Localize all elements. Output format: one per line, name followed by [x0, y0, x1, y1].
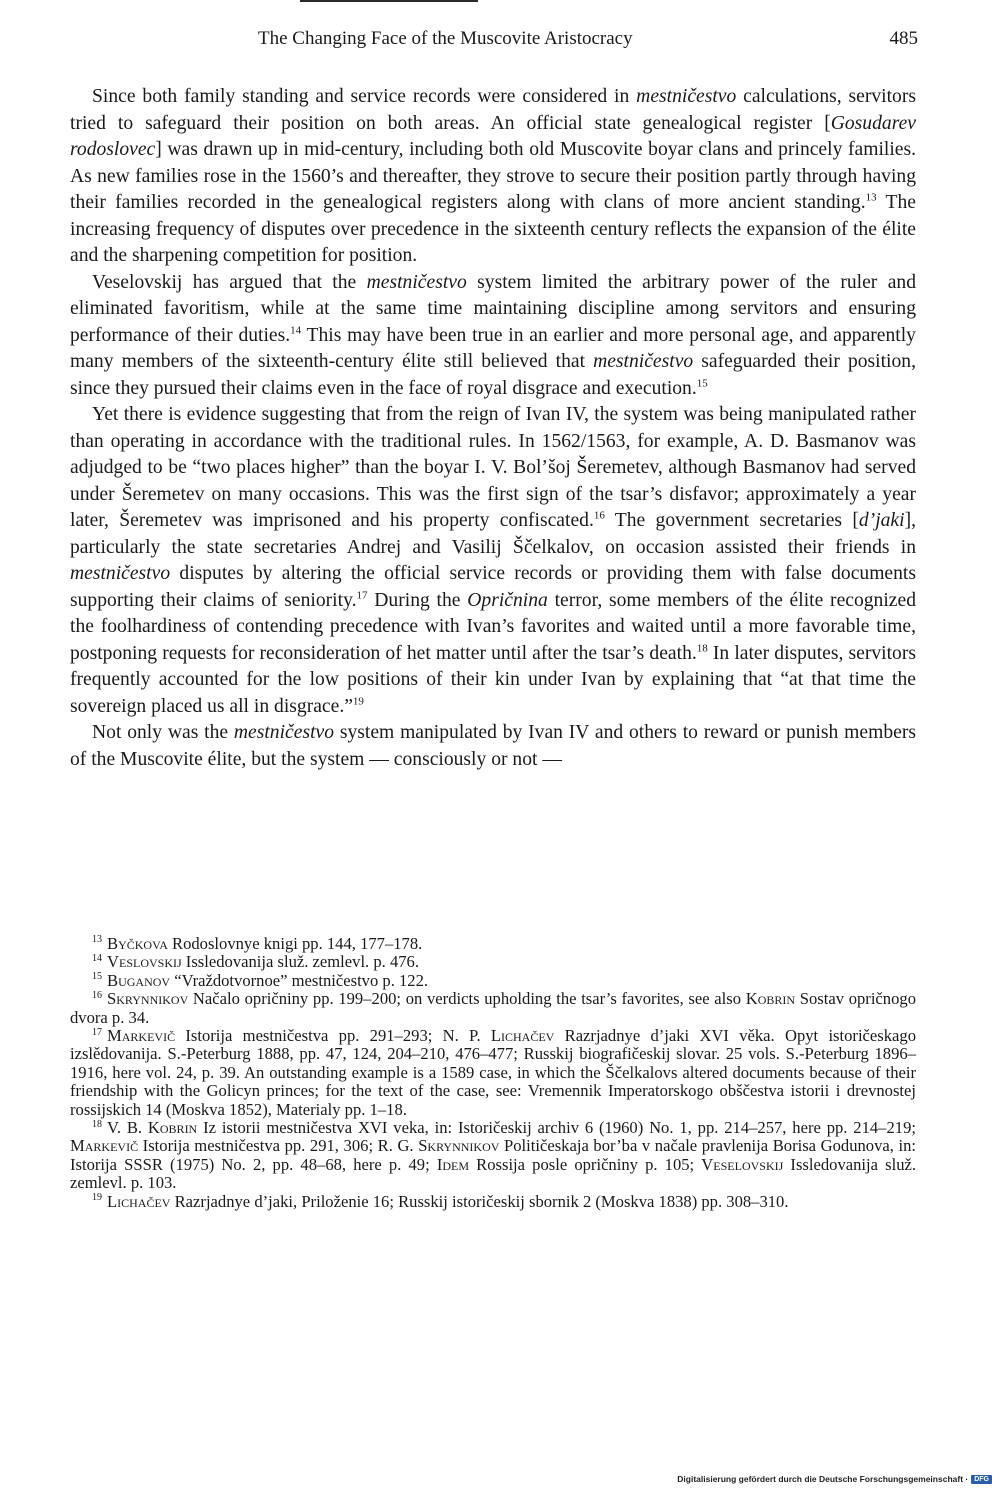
text-run: Since both family standing and service records were considered in	[92, 86, 637, 107]
italic-term: mestničestvo	[366, 271, 467, 293]
footnote-ref: 17	[356, 588, 368, 601]
italic-term: Gosudarev rodoslovec	[70, 112, 916, 160]
italic-term: mestničestvo	[593, 351, 694, 372]
author-name: Skrynnikov	[107, 989, 189, 1009]
text-run: Rodoslovnye knigi pp. 144, 177–178.	[167, 934, 423, 953]
footnote-number: 18	[92, 1118, 102, 1130]
credit-text: Digitalisierung gefördert durch die Deutsche Forschungsgemeinschaft ·	[677, 1474, 969, 1484]
text-run: V. B.	[107, 1118, 148, 1138]
footnote-number: 16	[92, 989, 102, 1001]
running-title: The Changing Face of the Muscovite Aristocracy	[258, 28, 633, 49]
footnote-ref: 14	[290, 323, 302, 336]
text-run: ] was drawn up in mid-century, including both old Muscovite boyar clans and princely families. As new families rose in the 1560’s and thereafter, they strove to secure their position partly through having their families recorded in the genealogical registers along with clans of more ancient standing.	[70, 139, 916, 213]
text-run: Razrjadnye d’jaki XVI věka. Opyt istoričeskago izslědovanija. S.-Peterburg 1888, pp. 47, 124, 204–210, 476–477; Russkij biografičeskij slovar. 25 vols. S.-Peterburg 1896–1916, here vol. 24, p. 39. An outstanding example is a 1589 case, in which the Ščelkalovs altered documents because of their friendship with the Golicyn princes; for the text of the case, see: Vremennik Imperatorskogo obščestva istorii i drevnostej rossijskich 14 (Moskva 1852), Materialy pp. 1–18.	[70, 1026, 916, 1119]
author-name: Lichačev	[490, 1026, 555, 1046]
text-run: Veselovskij has argued that the	[92, 271, 367, 293]
author-name: Kobrin	[147, 1118, 198, 1138]
author-name: Veselovskij	[701, 1154, 784, 1174]
author-name: Lichačev	[107, 1191, 171, 1211]
text-run: Sostav opričnogo dvora p. 34.	[70, 989, 916, 1027]
footnote-14	[70, 953, 916, 971]
footnote-ref: 18	[696, 641, 708, 654]
text-run: Razrjadnye d’jaki, Priloženie 16; Russkij istoričeskij sbornik 2 (Moskva 1838) pp. 308–310.	[170, 1191, 789, 1211]
footnote-18	[70, 1119, 916, 1193]
paragraph-3	[70, 402, 916, 720]
footnote-16	[70, 990, 916, 1027]
author-name: Markevič	[70, 1136, 139, 1156]
italic-term: d’jaki	[858, 510, 905, 531]
author-name: Kobrin	[745, 989, 796, 1009]
footnote-19	[70, 1193, 916, 1211]
text-run: safeguarded their position, since they pursued their claims even in the face of royal disgrace and execution.	[70, 351, 916, 399]
author-name: Byčkova	[107, 934, 168, 953]
footnote-15	[70, 972, 916, 990]
italic-term: Opričnina	[467, 589, 548, 611]
text-run: The increasing frequency of disputes over precedence in the sixteenth century reflects the expansion of the élite and the sharpening competition for position.	[70, 192, 916, 266]
running-header	[258, 28, 918, 54]
italic-term: mestničestvo	[70, 563, 171, 584]
text-run: Yet there is evidence suggesting that from the reign of Ivan IV, the system was being manipulated rather than operating in accordance with the traditional rules. In 1562/1563, for example, A. D. Basmanov was adjudged to be “two places higher” than the boyar I. V. Bol’šoj Šeremetev, although Basmanov had served under Šeremetev on many occasions. This was the first sign of the tsar’s disfavor; approximately a year later, Šeremetev was imprisoned and his property confiscated.	[70, 404, 916, 531]
paragraph-4	[70, 720, 916, 773]
dfg-logo: DFG	[971, 1475, 992, 1484]
footnote-number: 15	[92, 971, 102, 983]
text-run: terror, some members of the élite recognized the foolhardiness of contending precedence with Ivan’s favorites and waited until a more favorable time, postponing requests for reconsideration of het matter until after the tsar’s death.	[70, 589, 916, 664]
paragraph-1	[70, 84, 916, 270]
top-rule	[300, 0, 478, 2]
footnote-number: 17	[92, 1026, 102, 1038]
text-run: Istorija mestničestva pp. 291–293; N. P.	[175, 1026, 491, 1046]
author-name: Veslovskij	[107, 952, 182, 972]
footnote-number: 13	[92, 934, 102, 946]
text-run: system limited the arbitrary power of the ruler and eliminated favoritism, while at the same time maintaining discipline among servitors and ensuring performance of their duties.	[70, 271, 916, 346]
text-run: Političeskaja bor’ba v načale pravlenija Borisa Godunova, in: Istorija SSSR (1975) No. 2, pp. 48–68, here p. 49;	[70, 1136, 917, 1174]
text-run: Istorija mestničestva pp. 291, 306; R. G.	[138, 1136, 419, 1156]
footnote-17	[70, 1027, 916, 1119]
text-run: Načalo opričniny pp. 199–200; on verdicts upholding the tsar’s favorites, see also	[188, 989, 746, 1009]
italic-term: mestničestvo	[233, 722, 335, 743]
text-run: Not only was the	[92, 722, 234, 743]
text-run: calculations, servitors tried to safeguard their position on both areas. An official state genealogical register [	[70, 86, 916, 134]
footnote-ref: 19	[352, 694, 364, 707]
author-name: Markevič	[107, 1026, 176, 1046]
footnote-13	[70, 935, 916, 953]
text-run: Issledovanija služ. zemlevl. p. 103.	[70, 1154, 917, 1193]
text-run: Iz istorii mestničestva XVI veka, in: Istoričeskij archiv 6 (1960) No. 1, pp. 214–257, here pp. 214–219;	[197, 1118, 916, 1138]
digitization-credit	[677, 1474, 992, 1484]
text-run: ], particularly the state secretaries Andrej and Vasilij Ščelkalov, on occasion assisted their friends in	[70, 510, 917, 558]
author-name: Skrynnikov	[418, 1136, 500, 1156]
text-run: In later disputes, servitors frequently accounted for the low positions of their kin under Ivan by explaining that “at that time the sovereign placed us all in disgrace.”	[70, 642, 916, 717]
footnote-ref: 16	[593, 509, 605, 522]
text-run: disputes by altering the official service records or providing them with false documents supporting their claims of seniority.	[70, 563, 916, 611]
text-run: “Vraždotvornoe” mestničestvo p. 122.	[170, 970, 429, 990]
text-run: During the	[367, 589, 468, 611]
page-number: 485	[889, 28, 918, 49]
footnotes	[70, 935, 916, 1211]
author-name: Idem	[436, 1154, 470, 1174]
text-run: Rossija posle opričniny p. 105;	[469, 1154, 702, 1174]
author-name: Buganov	[107, 970, 171, 990]
footnote-ref: 15	[696, 376, 708, 389]
paragraph-2	[70, 270, 916, 403]
text-run: This may have been true in an earlier and more personal age, and apparently many members of the sixteenth-century élite still believed that	[70, 324, 916, 372]
text-run: system manipulated by Ivan IV and others to reward or punish members of the Muscovite élite, but the system — consciously or not —	[70, 722, 916, 770]
footnote-ref: 13	[865, 191, 877, 204]
italic-term: mestničestvo	[636, 86, 737, 107]
text-run: The government secretaries [	[604, 510, 859, 531]
text-run: Issledovanija služ. zemlevl. p. 476.	[181, 952, 419, 972]
footnote-number: 19	[92, 1192, 102, 1204]
main-text	[70, 84, 916, 773]
footnote-number: 14	[92, 952, 102, 964]
